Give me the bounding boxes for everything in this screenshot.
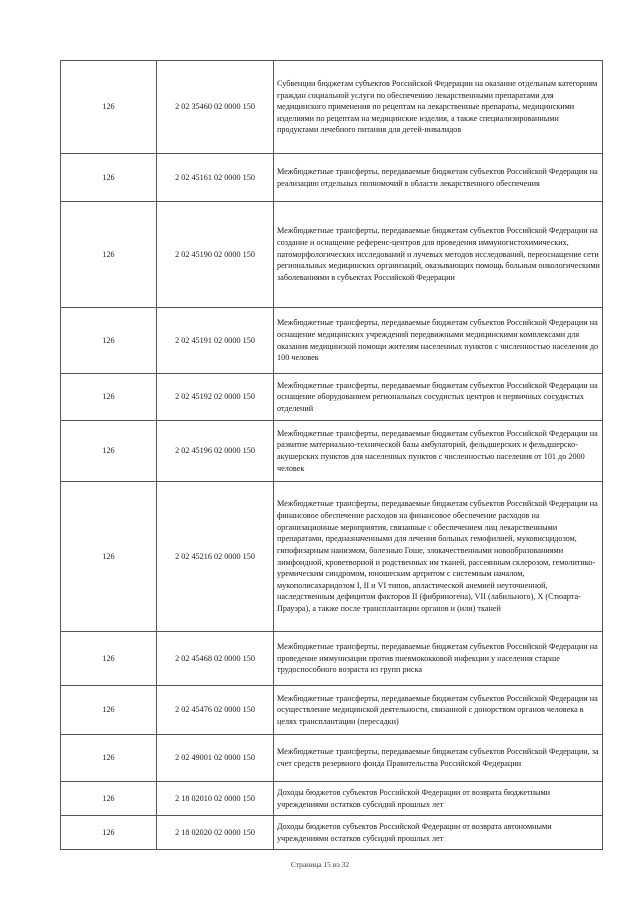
table-row bbox=[61, 782, 603, 816]
revenue-code-cell: 2 02 45191 02 0000 150 bbox=[157, 308, 274, 374]
budget-revenue-table bbox=[60, 60, 603, 850]
revenue-name-cell: Межбюджетные трансферты, передаваемые бюджетам субъектов Российской Федерации на создание и оснащение референс-центров для проведения иммуногистохимических, патоморфологических исследований и лучевых методов исследований, переоснащение сети региональных медицинских организаций, оказывающих помощь больным онкологическими заболеваниями в субъектах Российской Федерации bbox=[274, 202, 603, 308]
admin-code-cell: 126 bbox=[61, 374, 157, 421]
table-row bbox=[61, 61, 603, 154]
table-row bbox=[61, 632, 603, 686]
table-row bbox=[61, 374, 603, 421]
revenue-name-cell: Доходы бюджетов субъектов Российской Федерации от возврата бюджетными учреждениями остатков субсидий прошлых лет bbox=[274, 782, 603, 816]
page-number-footer: Страница 15 из 32 bbox=[290, 860, 350, 869]
revenue-code-cell: 2 18 02020 02 0000 150 bbox=[157, 816, 274, 850]
admin-code-cell: 126 bbox=[61, 482, 157, 632]
revenue-name-cell: Субвенции бюджетам субъектов Российской Федерации на оказание отдельным категориям граждан социальной услуги по обеспечению лекарственными препаратами для медицинского применения по рецептам на лекарственные препараты, медицинскими изделиями по рецептам на медицинские изделия, а также специализированными продуктами лечебного питания для детей-инвалидов bbox=[274, 61, 603, 154]
admin-code-cell: 126 bbox=[61, 782, 157, 816]
revenue-code-cell: 2 02 45468 02 0000 150 bbox=[157, 632, 274, 686]
revenue-code-cell: 2 02 49001 02 0000 150 bbox=[157, 735, 274, 782]
admin-code-cell: 126 bbox=[61, 421, 157, 482]
revenue-code-cell: 2 18 02010 02 0000 150 bbox=[157, 782, 274, 816]
admin-code-cell: 126 bbox=[61, 735, 157, 782]
admin-code-cell: 126 bbox=[61, 686, 157, 735]
table-body bbox=[61, 61, 603, 850]
admin-code-cell: 126 bbox=[61, 154, 157, 202]
revenue-name-cell: Межбюджетные трансферты, передаваемые бюджетам субъектов Российской Федерации, за счет средств резервного фонда Правительства Российской Федерации bbox=[274, 735, 603, 782]
revenue-name-cell: Межбюджетные трансферты, передаваемые бюджетам субъектов Российской Федерации на проведение иммунизации против пневмококковой инфекции у населения старше трудоспособного возраста из групп риска bbox=[274, 632, 603, 686]
admin-code-cell: 126 bbox=[61, 816, 157, 850]
revenue-code-cell: 2 02 45216 02 0000 150 bbox=[157, 482, 274, 632]
revenue-name-cell: Межбюджетные трансферты, передаваемые бюджетам субъектов Российской Федерации на финансовое обеспечение расходов на финансовое обеспечение расходов на организационные мероприятия, связанные с обеспечением лиц лекарственными препаратами, предназначенными для лечения больных гемофилией, муковисцидозом, гипофизарным нанизмом, болезнью Гоше, злокачественными новообразованиями лимфоидной, кроветворной и родственных им тканей, рассеянным склерозом, гемолитико-уремическим синдромом, юношеским артритом с системным началом, мукополисахаридозом I, II и VI типов, апластической анемией неуточненной, наследственным дефицитом факторов II (фибриногена), VII (лабильного), X (Стюарта-Прауэра), а также после трансплантации органов и (или) тканей bbox=[274, 482, 603, 632]
revenue-name-cell: Межбюджетные трансферты, передаваемые бюджетам субъектов Российской Федерации на реализацию отдельных полномочий в области лекарственного обеспечения bbox=[274, 154, 603, 202]
table-row bbox=[61, 816, 603, 850]
admin-code-cell: 126 bbox=[61, 632, 157, 686]
revenue-code-cell: 2 02 45476 02 0000 150 bbox=[157, 686, 274, 735]
revenue-code-cell: 2 02 45192 02 0000 150 bbox=[157, 374, 274, 421]
table-row bbox=[61, 154, 603, 202]
revenue-name-cell: Межбюджетные трансферты, передаваемые бюджетам субъектов Российской Федерации на осуществление медицинской деятельности, связанной с донорством органов человека в целях трансплантации (пересадки) bbox=[274, 686, 603, 735]
revenue-code-cell: 2 02 45161 02 0000 150 bbox=[157, 154, 274, 202]
revenue-name-cell: Межбюджетные трансферты, передаваемые бюджетам субъектов Российской Федерации на оснащение оборудованием региональных сосудистых центров и первичных сосудистых отделений bbox=[274, 374, 603, 421]
revenue-name-cell: Доходы бюджетов субъектов Российской Федерации от возврата автономными учреждениями остатков субсидий прошлых лет bbox=[274, 816, 603, 850]
table-row bbox=[61, 308, 603, 374]
admin-code-cell: 126 bbox=[61, 308, 157, 374]
revenue-name-cell: Межбюджетные трансферты, передаваемые бюджетам субъектов Российской Федерации на оснащение медицинских учреждений передвижными медицинскими комплексами для оказания медицинской помощи жителям населенных пунктов с численностью населения до 100 человек bbox=[274, 308, 603, 374]
admin-code-cell: 126 bbox=[61, 61, 157, 154]
table-row bbox=[61, 421, 603, 482]
revenue-name-cell: Межбюджетные трансферты, передаваемые бюджетам субъектов Российской Федерации на развитие материально-технической базы амбулаторий, фельдшерских и фельдшерско-акушерских пунктов для населенных пунктов с численностью населения от 101 до 2000 человек bbox=[274, 421, 603, 482]
table-row bbox=[61, 686, 603, 735]
table-row bbox=[61, 482, 603, 632]
revenue-code-cell: 2 02 45196 02 0000 150 bbox=[157, 421, 274, 482]
revenue-code-cell: 2 02 45190 02 0000 150 bbox=[157, 202, 274, 308]
revenue-code-cell: 2 02 35460 02 0000 150 bbox=[157, 61, 274, 154]
table-row bbox=[61, 735, 603, 782]
table-row bbox=[61, 202, 603, 308]
admin-code-cell: 126 bbox=[61, 202, 157, 308]
